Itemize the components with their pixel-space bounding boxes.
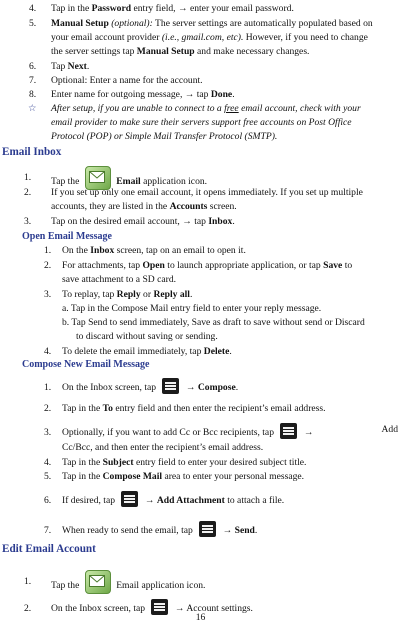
subsection-heading: Open Email Message — [22, 231, 112, 242]
step-text: Tap in the Subject entry field to enter your desired subject title. — [62, 457, 307, 468]
menu-icon[interactable] — [162, 378, 179, 394]
star-icon: ☆ — [28, 103, 37, 114]
list-number: 4. — [29, 3, 37, 14]
step-text: Tap Next. — [51, 61, 90, 72]
step-text: Tap in the Password entry field, → enter your email password. — [51, 3, 294, 14]
menu-icon[interactable] — [199, 521, 216, 537]
step-text: On the Inbox screen, tap → Compose. — [62, 378, 238, 394]
step-text: accounts, they are listed in the Accounts screen. — [51, 201, 237, 212]
step-text: If you set up only one email account, it opens immediately. If you set up multiple — [51, 187, 363, 198]
step-text: To replay, tap Reply or Reply all. — [62, 289, 193, 300]
arrow-icon: → — [303, 427, 314, 438]
page-number: 16 — [195, 612, 206, 623]
step-text: the server settings tap Manual Setup and make necessary changes. — [51, 46, 310, 57]
arrow-icon: → — [182, 216, 192, 227]
list-number: 8. — [29, 89, 37, 100]
arrow-icon: → — [222, 525, 233, 536]
note-text: After setup, if you are unable to connect to a free email account, check with your — [51, 103, 361, 114]
menu-icon[interactable] — [280, 423, 297, 439]
step-text: a. Tap in the Compose Mail entry field to enter your reply message. — [62, 303, 322, 314]
step-text: On the Inbox screen, tap on an email to open it. — [62, 245, 246, 256]
section-heading: Edit Email Account — [2, 543, 96, 555]
note-text: email provider to make sure their servers support free accounts on Post Office — [51, 117, 352, 128]
email-app-icon — [85, 570, 111, 594]
step-text: Tap in the Compose Mail area to enter your personal message. — [62, 471, 305, 482]
arrow-icon: → — [177, 3, 188, 14]
step-text: Cc/Bcc, and then enter the recipient’s email address. — [62, 442, 264, 453]
arrow-icon: → — [144, 495, 155, 506]
list-number: 6. — [29, 61, 37, 72]
note-text: Protocol (POP) or Simple Mail Transfer Protocol (SMTP). — [51, 131, 278, 142]
list-number: 5. — [29, 18, 37, 29]
list-number: 7. — [29, 75, 37, 86]
step-text: save attachment to a SD card. — [62, 274, 177, 285]
step-text: b. Tap Send to send immediately, Save as draft to save without send or Discard — [62, 317, 365, 328]
step-text: To delete the email immediately, tap Delete. — [62, 346, 232, 357]
arrow-icon: → — [174, 603, 185, 614]
document-page: 4. Tap in the Password entry field, → enter your email password. 5. Manual Setup (optional): The server settings are automatically populated based on your email account provider (i.e., gmail.com, etc). However, if you need to change the server settings tap Manual Setup and make necessary changes. 6. Tap Next. 7. Optional: Enter a name for the account. 8. Enter name for outgoing message, → tap Done. ☆ After setup, if you are unable to connect to a free email account, check with your email provider to make sure their servers support free accounts on Post Office Protocol (POP) or Simple Mail Transfer Protocol (SMTP). Email Inbox 1. Tap the Email application icon. 2. If you set up only one email account, it opens immediately. If you set up multiple accounts, they are listed in the Accounts screen. 3. Tap on the desired email account, → tap Inbox. Open Email Message 1. On the Inbox screen, tap on an email to open it. 2. For attachments, tap Open to launch appropriate application, or tap Save to save attachment to a SD card. 3. To replay, tap Reply or Reply all. a. Tap in the Compose Mail entry field to enter your reply message. b. Tap Send to send immediately, Save as draft to save without send or Discard to discard without saving or sending. 4. To delete the email immediately, tap Delete. Compose New Email Message 1. On the Inbox screen, tap → Compose. 2. Tap in the To entry field and then enter the recipient’s email address. 3. Optionally, if you want to add Cc or Bcc recipients, tap → Add Cc/Bcc, and then enter the recipient’s email address. 4. Tap in the Subject entry field to enter your desired subject title. 5. Tap in the Compose Mail area to enter your personal message. 6. If desired, tap → Add Attachment to attach a file. 7. When ready to send the email, tap → Send. Edit Email Account 1. Tap the Email application icon. 2. On the Inbox screen, tap → Account settings. 16 — [0, 0, 401, 624]
step-text: On the Inbox screen, tap → Account settings. — [51, 599, 253, 615]
step-text: Optional: Enter a name for the account. — [51, 75, 203, 86]
step-text: Tap the Email application icon. — [51, 166, 207, 190]
menu-icon[interactable] — [121, 491, 138, 507]
step-text: Optionally, if you want to add Cc or Bcc recipients, tap → Add — [62, 424, 398, 438]
step-text: When ready to send the email, tap → Send. — [62, 521, 257, 537]
step-text: Tap in the To entry field and then enter the recipient’s email address. — [62, 403, 326, 414]
step-text: Tap on the desired email account, → tap Inbox. — [51, 216, 235, 227]
subsection-heading: Compose New Email Message — [22, 359, 150, 370]
step-text: If desired, tap → Add Attachment to attach a file. — [62, 491, 284, 507]
arrow-icon: → — [184, 89, 195, 100]
step-text: Enter name for outgoing message, → tap Done. — [51, 89, 235, 100]
arrow-icon: → — [185, 382, 196, 393]
step-text: For attachments, tap Open to launch appropriate application, or tap Save to — [62, 260, 353, 271]
section-heading: Email Inbox — [2, 146, 62, 158]
step-text: your email account provider (i.e., gmail.com, etc). However, if you need to change — [51, 32, 368, 43]
step-text: Tap the Email application icon. — [51, 570, 205, 594]
step-text: Manual Setup (optional): The server settings are automatically populated based on — [51, 18, 373, 29]
step-text: to discard without saving or sending. — [76, 331, 218, 342]
